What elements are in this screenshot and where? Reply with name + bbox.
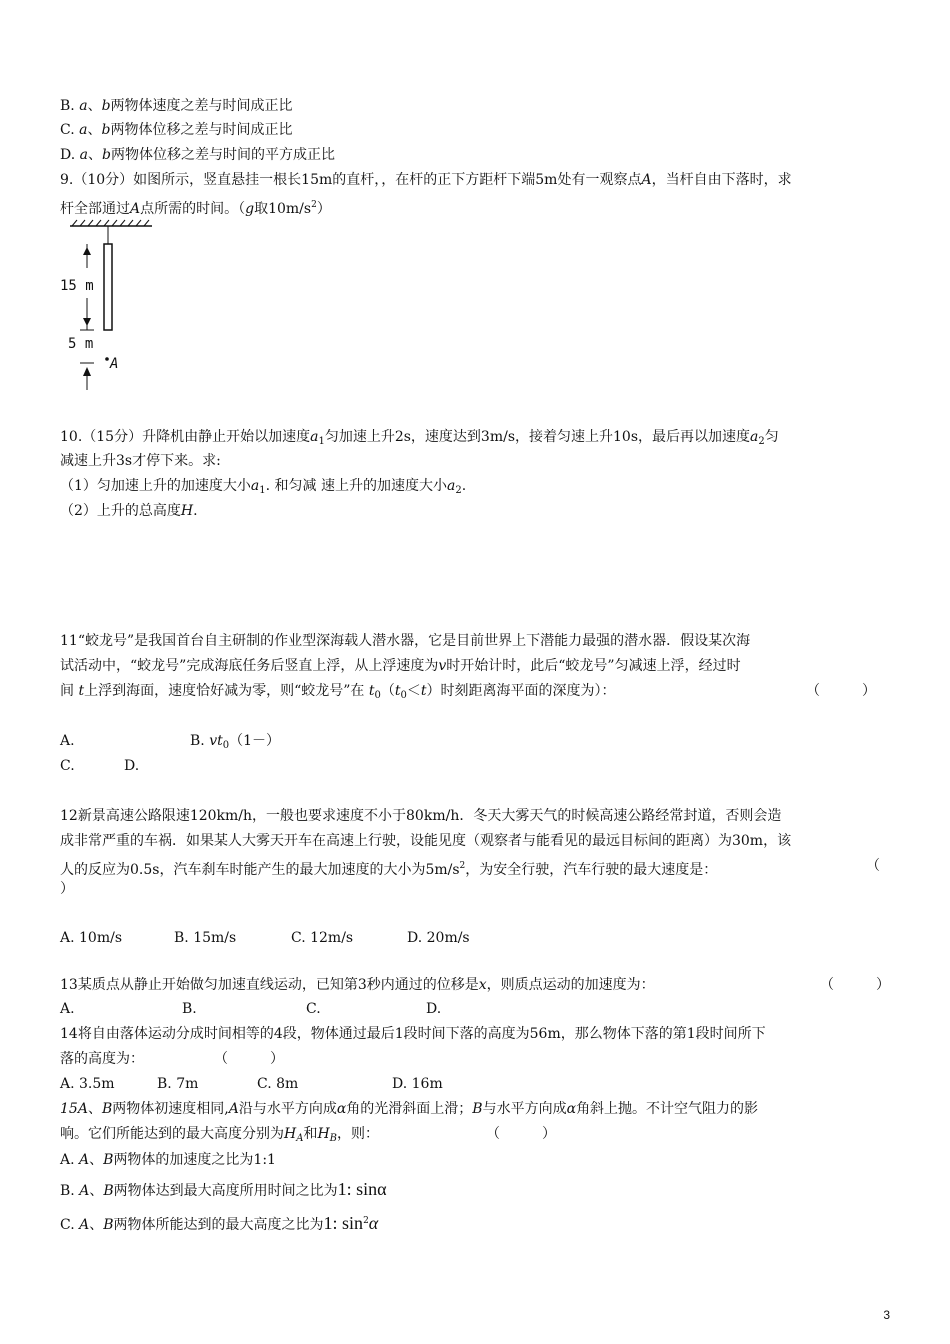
q8-option-c: C. a、b两物体位移之差与时间成正比 (60, 122, 293, 138)
ceiling-hatch (72, 220, 149, 226)
observation-point-dot (105, 357, 109, 361)
gap-label: 5 m (68, 336, 94, 352)
q14-line-1: 14将自由落体运动分成时间相等的4段，物体通过最后1段时间下落的高度为56m，那么物体下落的第1段时间所下 (60, 1026, 766, 1042)
arrow-up-icon (83, 367, 91, 376)
q9-line-1: 9.（10分）如图所示，竖直悬挂一根长15m的直杆，，在杆的正下方距杆下端5m处有一观察点A，当杆自由下落时，求 (60, 172, 792, 188)
q14-line-2: 落的高度为： （ ） (60, 1051, 284, 1067)
arrow-up-icon (83, 247, 91, 255)
q8-option-b: B. a、b两物体速度之差与时间成正比 (60, 98, 293, 114)
q15-line-1: 15A、B两物体初速度相同,A沿与水平方向成α角的光滑斜面上滑；B与水平方向成α角斜上抛。不计空气阻力的影 (60, 1101, 759, 1117)
q11-line-1: 11“蛟龙号”是我国首台自主研制的作业型深海载人潜水器，它是目前世界上下潜能力最强的潜水器．假设某次海 (60, 633, 751, 649)
q9-line-2: 杆全部通过A点所需的时间。（g取$10m/s^2$） (60, 200, 331, 217)
q15-option-b: B. A、B两物体达到最大高度所用时间之比为1: sinα (60, 1179, 387, 1199)
page-number: 3 (883, 1308, 890, 1322)
q12-line-3: 人的反应为0.5s，汽车刹车时能产生的最大加速度的大小为$5m/s^2$，为安全行驶，汽车行驶的最大速度是： （ (60, 858, 880, 878)
q11-line-2: 试活动中，“蛟龙号”完成海底任务后竖直上浮，从上浮速度为v时开始计时，此后“蛟龙号”匀减速上浮，经过时 (60, 658, 741, 674)
q12-line-4: ） (60, 881, 74, 897)
q15-option-a: A. A、B两物体的加速度之比为1:1 (60, 1152, 276, 1168)
q11-options-cd: C. D. (60, 758, 140, 774)
q10-line-2: 减速上升3s才停下来。求: (60, 453, 221, 469)
point-a-label: A (110, 356, 119, 372)
falling-rod-diagram (60, 218, 170, 398)
q10-line-1: 10.（15分）升降机由静止开始以加速度$a_1$匀加速上升2s，速度达到3m/s，接着匀速上升10s，最后再以加速度$a_2$匀 (60, 429, 779, 447)
exam-page: B. a、b两物体速度之差与时间成正比 C. a、b两物体位移之差与时间成正比 D. a、b两物体位移之差与时间的平方成正比 9.（10分）如图所示，竖直悬挂一根长15m的直杆，，在杆的正下方距杆下端5m处有一观察点A，当杆自由下落时，求 杆全部通过A点所需的时间。（g取$10m/s^2$） 15 m 5 m A 10.（15分）升降机由静止开始以加速度$a_1$匀加速上升2s，速度达到3m/s，接着匀速上升10s，最后再以加速度$a_2$匀 减速上升3s才停下来。求: （1）匀加速上升的加速度大小$a_1$. 和匀减 速上升的加速度大小$a_2$. （2）上升的总高度H. 11“蛟龙号”是我国首台自主研制的作业型深海载人潜水器，它是目前世界上下潜能力最强的潜水器．假设某次海 试活动中，“蛟龙号”完成海底任务后竖直上浮，从上浮速度为v时开始计时，此后“蛟龙号”匀减速上浮，经过时 间 t上浮到海面，速度恰好减为零，则“蛟龙号”在 $t_0(t_0<t)$时刻距离海平面的深度为）： （ ） A. B. $vt_0(1-)$ C. D. 12新景高速公路限速120km/h，一般也要求速度不小于80km/h．冬天大雾天气的时候高速公路经常封道，否则会造 成非常严重的车祸．如果某人大雾天开车在高速上行驶，设能见度（观察者与能看见的最远目标间的距离）为30m，该 人的反应为0.5s，汽车刹车时能产生的最大加速度的大小为$5m/s^2$，为安全行驶，汽车行驶的最大速度是： （ ） A. 10m/s B. 15m/s C. 12m/s D. 20m/s 13某质点从静止开始做匀加速直线运动，已知第3秒内通过的位移是x，则质点运动的加速度为： （ ） A. B. C. D. 14将自由落体运动分成时间相等的4段，物体通过最后1段时间下落的高度为56m，那么物体下落的第1段时间所下 落的高度为： （ ） A. 3.5m B. 7m C. 8m D. 16m 15A、B两物体初速度相同,A沿与水平方向成α角的光滑斜面上滑；B与水平方向成α角斜上抛。不计空气阻力的影 响。它们所能达到的最大高度分别为$H_A$和$H_B$，则： （ ） A. A、B两物体的加速度之比为1:1 B. A、B两物体达到最大高度所用时间之比为1: sinα C. A、B两物体所能达到的最大高度之比为1: $\sin^2\alpha$ 3 (60, 98, 890, 1322)
q15-line-2: 响。它们所能达到的最大高度分别为$H_A$和$H_B$，则： （ ） (60, 1126, 556, 1144)
q11-options-ab: A. B. $vt_0(1-)$ (60, 733, 281, 751)
q8-option-d: D. a、b两物体位移之差与时间的平方成正比 (60, 147, 335, 163)
q12-line-2: 成非常严重的车祸．如果某人大雾天开车在高速上行驶，设能见度（观察者与能看见的最远目标间的距离）为30m，该 (60, 833, 792, 849)
arrow-down-icon (83, 318, 91, 326)
q13-line-1: 13某质点从静止开始做匀加速直线运动，已知第3秒内通过的位移是x，则质点运动的加速度为： （ ） (60, 977, 890, 993)
rod (104, 244, 112, 330)
q10-part-2: （2）上升的总高度H. (60, 503, 198, 519)
q10-part-1: （1）匀加速上升的加速度大小$a_1$. 和匀减 速上升的加速度大小$a_2$. (60, 478, 467, 496)
length-label: 15 m (60, 278, 94, 294)
q12-line-1: 12新景高速公路限速120km/h，一般也要求速度不小于80km/h．冬天大雾天气的时候高速公路经常封道，否则会造 (60, 808, 782, 824)
q15-option-c: C. A、B两物体所能达到的最大高度之比为1: $\sin^2\alpha$ (60, 1213, 379, 1233)
q11-line-3: 间 t上浮到海面，速度恰好减为零，则“蛟龙号”在 $t_0(t_0<t)$时刻距离海平面的深度为）： （ ） (60, 683, 876, 701)
